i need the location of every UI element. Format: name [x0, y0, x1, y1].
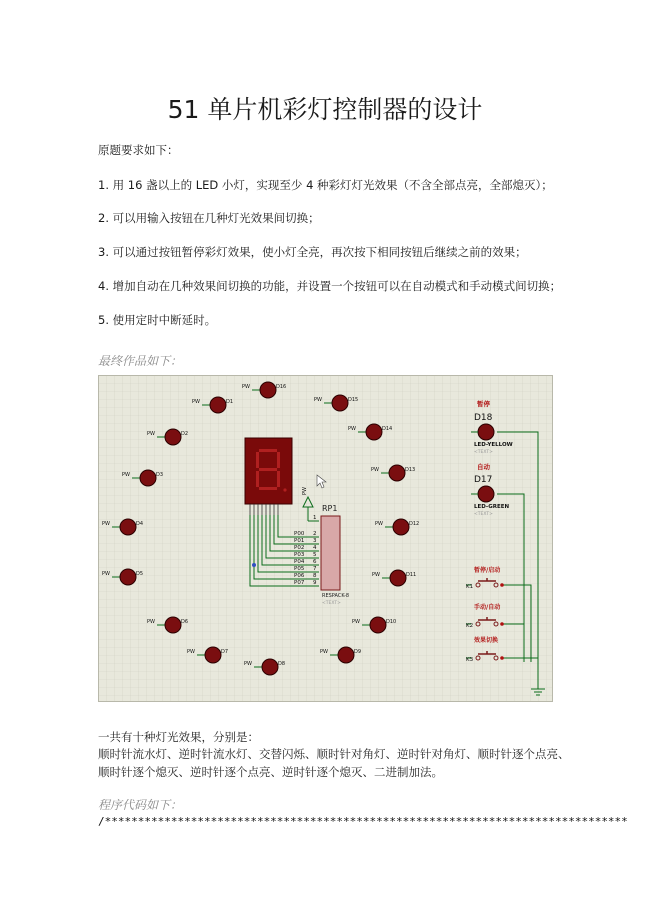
led-pw-label: PW [348, 426, 356, 432]
led-label: D5 [136, 571, 144, 577]
pause-title: 暂停 [477, 400, 490, 408]
led-icon [390, 570, 406, 586]
led-icon [393, 519, 409, 535]
auto-led-type: LED-GREEN [474, 504, 510, 510]
rp-pw-label: PW [302, 487, 308, 495]
rp-text-tag: <TEXT> [322, 601, 341, 606]
pin-number: 7 [313, 566, 317, 572]
pin-number: 6 [313, 559, 317, 565]
led-pw-label: PW [122, 472, 130, 478]
effects-summary-line-1: 顺时针流水灯、逆时针流水灯、交替闪烁、顺时针对角灯、逆时针对角灯、顺时针逐个点亮、 [98, 747, 570, 761]
circuit-schematic [98, 375, 553, 702]
led-icon [120, 569, 136, 585]
port-label: P03 [294, 552, 305, 558]
rp-type: RESPACK-8 [322, 593, 350, 599]
requirements-intro: 原题要求如下： [98, 143, 179, 157]
wire-junction [252, 563, 256, 567]
pause-led-ref: D18 [474, 413, 493, 423]
port-label: P07 [294, 580, 305, 586]
led-pw-label: PW [147, 431, 155, 437]
port-label: P01 [294, 538, 305, 544]
led-label: D4 [136, 521, 144, 527]
final-work-label: 最终作品如下： [98, 354, 183, 368]
led-label: D9 [354, 649, 362, 655]
led-icon [260, 382, 276, 398]
pin-number: 9 [313, 580, 317, 586]
auto-title: 自动 [477, 463, 490, 471]
pause-led-type: LED-YELLOW [474, 442, 513, 448]
led-icon [338, 647, 354, 663]
effects-summary-line-2: 顺时针逐个熄灭、逆时针逐个点亮、逆时针逐个熄灭、二进制加法。 [98, 765, 443, 779]
requirement-5: 5. 使用定时中断延时。 [98, 313, 217, 327]
pin-number: 4 [313, 545, 317, 551]
led-label: D3 [156, 472, 164, 478]
requirement-3: 3. 可以通过按钮暂停彩灯效果，使小灯全亮，再次按下相同按钮后继续之前的效果； [98, 245, 527, 259]
led-pw-label: PW [102, 571, 110, 577]
port-label: P00 [294, 531, 305, 537]
button-k3-title: 效果切换 [474, 637, 499, 644]
led-label: D2 [181, 431, 189, 437]
page-title: 51 单片机彩灯控制器的设计 [167, 95, 483, 124]
button-k1-ref: K1 [466, 584, 474, 590]
led-label: D14 [382, 426, 393, 432]
led-pw-label: PW [375, 521, 383, 527]
led-icon [120, 519, 136, 535]
pin-number: 1 [313, 515, 317, 521]
port-label: P06 [294, 573, 305, 579]
led-label: D11 [406, 572, 417, 578]
port-label: P02 [294, 545, 305, 551]
led-label: D15 [348, 397, 359, 403]
led-icon [262, 659, 278, 675]
port-label: P04 [294, 559, 305, 565]
led-pw-label: PW [187, 649, 195, 655]
led-label: D6 [181, 619, 189, 625]
pin-number: 2 [313, 531, 317, 537]
rp-ref: RP1 [322, 504, 338, 513]
led-icon [389, 465, 405, 481]
led-label: D7 [221, 649, 229, 655]
requirement-4: 4. 增加自动在几种效果间切换的功能，并设置一个按钮可以在自动模式和手动模式间切换； [98, 279, 562, 293]
led-label: D10 [386, 619, 397, 625]
led-pw-label: PW [244, 661, 252, 667]
requirement-2: 2. 可以用输入按钮在几种灯光效果间切换； [98, 211, 320, 225]
led-label: D13 [405, 467, 416, 473]
led-pw-label: PW [242, 384, 250, 390]
led-icon [370, 617, 386, 633]
requirement-1: 1. 用 16 盏以上的 LED 小灯，实现至少 4 种彩灯灯光效果（不含全部点亮，全部熄灭）； [98, 178, 553, 192]
led-label: D8 [278, 661, 286, 667]
port-label: P05 [294, 566, 305, 572]
pause-led-icon [478, 424, 494, 440]
led-pw-label: PW [320, 649, 328, 655]
schematic-svg [98, 375, 553, 702]
led-icon [205, 647, 221, 663]
code-first-line: /******************************************************************************* [98, 815, 628, 828]
pin-number: 8 [313, 573, 317, 579]
led-pw-label: PW [192, 399, 200, 405]
led-icon [165, 617, 181, 633]
led-label: D16 [276, 384, 287, 390]
led-label: D1 [226, 399, 234, 405]
pause-text-tag: <TEXT> [474, 450, 493, 455]
auto-text-tag: <TEXT> [474, 512, 493, 517]
pin-number: 3 [313, 538, 317, 544]
button-k1-title: 暂停/启动 [474, 567, 501, 574]
led-pw-label: PW [371, 467, 379, 473]
pin-number: 5 [313, 552, 317, 558]
seven-segment-display [245, 438, 292, 515]
led-pw-label: PW [147, 619, 155, 625]
led-icon [140, 470, 156, 486]
button-k3-ref: K3 [466, 657, 474, 663]
led-icon [165, 429, 181, 445]
led-pw-label: PW [372, 572, 380, 578]
led-icon [332, 395, 348, 411]
led-icon [210, 397, 226, 413]
led-icon [366, 424, 382, 440]
button-k2-ref: K2 [466, 623, 474, 629]
auto-led-icon [478, 486, 494, 502]
led-pw-label: PW [314, 397, 322, 403]
button-k2-title: 手动/自动 [474, 604, 501, 611]
auto-led-ref: D17 [474, 475, 493, 485]
effects-summary-intro: 一共有十种灯光效果，分别是： [98, 730, 259, 744]
led-pw-label: PW [352, 619, 360, 625]
led-label: D12 [409, 521, 420, 527]
led-pw-label: PW [102, 521, 110, 527]
code-label: 程序代码如下： [98, 798, 183, 812]
